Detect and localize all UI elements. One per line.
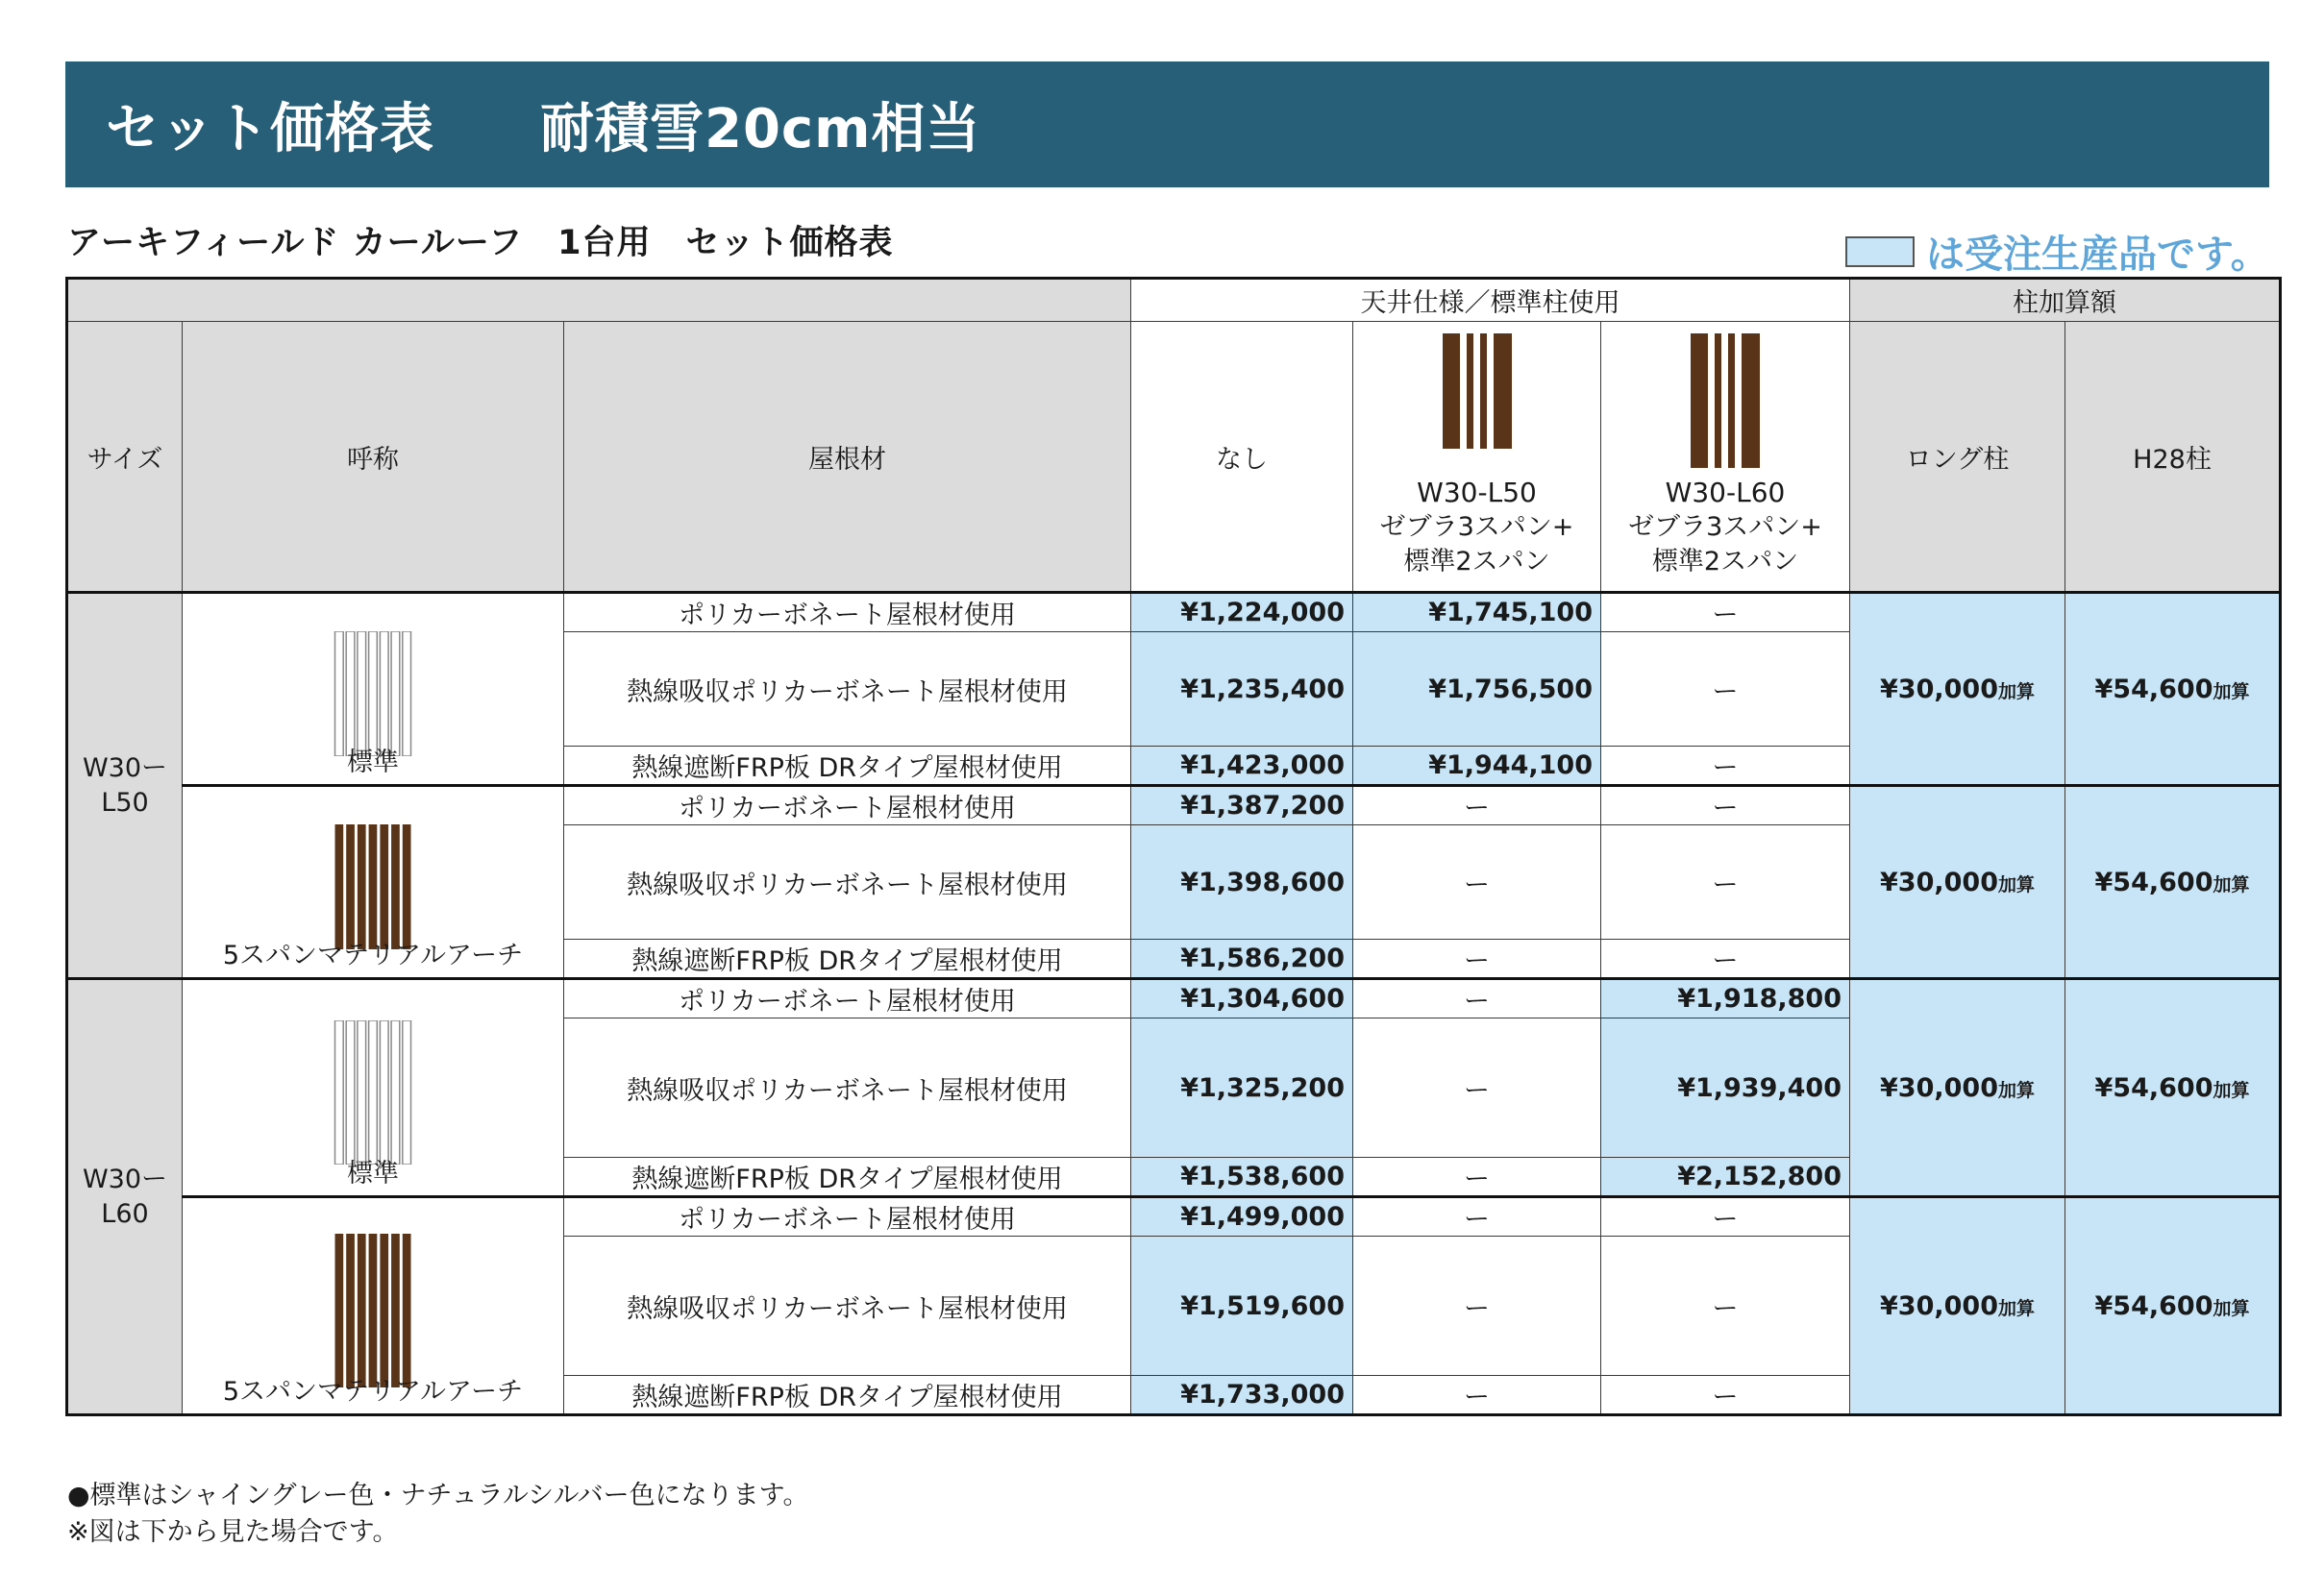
pillar-suffix: 加算 [1997, 1297, 2035, 1319]
table-row [67, 593, 2281, 632]
roof-material-cell: ポリカーボネート屋根材使用 [564, 786, 1131, 825]
roof-material-cell: 熱線吸収ポリカーボネート屋根材使用 [564, 632, 1131, 747]
pillar-amount: ¥30,000 [1880, 1290, 1998, 1321]
header-size: サイズ [67, 322, 183, 593]
title-banner [65, 61, 2269, 187]
pillar-amount: ¥54,600 [2094, 1072, 2213, 1103]
price-opt2-cell: ー [1601, 1197, 1850, 1237]
size-cell: W30ー L50 [67, 593, 183, 979]
roof-style-name: 5スパンマテリアルアーチ [222, 941, 524, 970]
roof-material-cell: 熱線遮断FRP板 DRタイプ屋根材使用 [564, 1158, 1131, 1197]
price-opt1-cell: ¥1,745,100 [1353, 593, 1601, 632]
table-row [67, 1197, 2281, 1237]
pillar-long-addition-cell [1850, 593, 2065, 786]
pillar-h28-addition-cell [2065, 786, 2281, 979]
standard-roof-icon [334, 631, 412, 756]
pillar-h28-addition-cell [2065, 1197, 2281, 1415]
roof-material-cell: 熱線吸収ポリカーボネート屋根材使用 [564, 825, 1131, 940]
header-option-l50 [1353, 322, 1601, 593]
price-opt2-cell: ー [1601, 593, 1850, 632]
opt1-code: W30-L50 [1417, 477, 1537, 508]
legend-swatch [1845, 236, 1915, 267]
roof-material-cell: 熱線遮断FRP板 DRタイプ屋根材使用 [564, 747, 1131, 786]
pillar-suffix: 加算 [1997, 873, 2035, 896]
pillar-amount: ¥54,600 [2094, 674, 2213, 704]
price-opt1-cell: ー [1353, 940, 1601, 979]
opt1-line2: ゼブラ3スパン+ [1379, 512, 1574, 542]
roof-style-name: 5スパンマテリアルアーチ [222, 1377, 524, 1407]
price-opt1-cell: ー [1353, 1158, 1601, 1197]
zebra-roof-l60-icon [1691, 333, 1760, 468]
opt2-line2: ゼブラ3スパン+ [1628, 512, 1822, 542]
pillar-amount: ¥30,000 [1880, 867, 1998, 897]
roof-style-cell [183, 786, 564, 979]
standard-roof-icon [334, 1020, 412, 1165]
price-opt1-cell: ー [1353, 786, 1601, 825]
roof-material-cell: 熱線吸収ポリカーボネート屋根材使用 [564, 1237, 1131, 1376]
price-none-cell: ¥1,586,200 [1131, 940, 1353, 979]
roof-material-cell: 熱線吸収ポリカーボネート屋根材使用 [564, 1018, 1131, 1158]
pillar-amount: ¥54,600 [2094, 867, 2213, 897]
pillar-suffix: 加算 [1997, 1079, 2035, 1101]
price-opt1-cell: ー [1353, 825, 1601, 940]
roof-material-cell: 熱線遮断FRP板 DRタイプ屋根材使用 [564, 1376, 1131, 1415]
price-none-cell: ¥1,235,400 [1131, 632, 1353, 747]
material-arch-roof-icon [334, 1234, 412, 1387]
roof-style-name: 標準 [347, 748, 399, 777]
price-opt2-cell: ー [1601, 1237, 1850, 1376]
price-opt1-cell: ー [1353, 979, 1601, 1018]
price-none-cell: ¥1,224,000 [1131, 593, 1353, 632]
opt1-line3: 標準2スパン [1403, 547, 1550, 577]
size-cell: W30ー L60 [67, 979, 183, 1415]
roof-material-cell: ポリカーボネート屋根材使用 [564, 1197, 1131, 1237]
roof-material-cell: 熱線遮断FRP板 DRタイプ屋根材使用 [564, 940, 1131, 979]
price-opt2-cell: ー [1601, 825, 1850, 940]
roof-style-cell [183, 593, 564, 786]
price-none-cell: ¥1,538,600 [1131, 1158, 1353, 1197]
header-name: 呼称 [183, 322, 564, 593]
price-opt2-cell: ¥1,918,800 [1601, 979, 1850, 1018]
price-none-cell: ¥1,325,200 [1131, 1018, 1353, 1158]
table-subtitle: アーキフィールド カールーフ 1台用 セット価格表 [67, 224, 894, 262]
roof-material-cell: ポリカーボネート屋根材使用 [564, 979, 1131, 1018]
price-table [65, 277, 2282, 1416]
opt2-code: W30-L60 [1665, 477, 1786, 508]
pillar-h28-addition-cell [2065, 979, 2281, 1197]
price-none-cell: ¥1,499,000 [1131, 1197, 1353, 1237]
roof-style-name: 標準 [347, 1159, 399, 1189]
header-blank [67, 279, 1131, 322]
header-long-pillar: ロング柱 [1850, 322, 2065, 593]
price-opt2-cell: ー [1601, 1376, 1850, 1415]
price-opt2-cell: ー [1601, 632, 1850, 747]
header-h28-pillar: H28柱 [2065, 322, 2281, 593]
pillar-suffix: 加算 [1997, 680, 2035, 702]
header-roof: 屋根材 [564, 322, 1131, 593]
price-none-cell: ¥1,304,600 [1131, 979, 1353, 1018]
price-opt2-cell: ー [1601, 940, 1850, 979]
price-opt2-cell: ¥2,152,800 [1601, 1158, 1850, 1197]
header-none: なし [1131, 322, 1353, 593]
price-opt1-cell: ー [1353, 1237, 1601, 1376]
pillar-amount: ¥30,000 [1880, 674, 1998, 704]
price-opt2-cell: ー [1601, 786, 1850, 825]
price-none-cell: ¥1,387,200 [1131, 786, 1353, 825]
price-opt2-cell: ー [1601, 747, 1850, 786]
zebra-roof-l50-icon [1443, 333, 1512, 449]
price-none-cell: ¥1,423,000 [1131, 747, 1353, 786]
price-none-cell: ¥1,733,000 [1131, 1376, 1353, 1415]
header-pillar-group: 柱加算額 [1850, 279, 2281, 322]
pillar-long-addition-cell [1850, 979, 2065, 1197]
price-opt2-cell: ¥1,939,400 [1601, 1018, 1850, 1158]
pillar-long-addition-cell [1850, 1197, 2065, 1415]
note-standard-color: ●標準はシャイングレー色・ナチュラルシルバー色になります。 [67, 1481, 809, 1510]
price-opt1-cell: ー [1353, 1018, 1601, 1158]
roof-style-cell [183, 979, 564, 1197]
price-none-cell: ¥1,519,600 [1131, 1237, 1353, 1376]
pillar-h28-addition-cell [2065, 593, 2281, 786]
roof-style-cell [183, 1197, 564, 1415]
pillar-long-addition-cell [1850, 786, 2065, 979]
banner-snow-load: 耐積雪20cm相当 [540, 97, 981, 160]
price-none-cell: ¥1,398,600 [1131, 825, 1353, 940]
footnotes [67, 1478, 808, 1551]
header-ceiling-group: 天井仕様／標準柱使用 [1131, 279, 1850, 322]
note-view-direction: ※図は下から見た場合です。 [67, 1517, 399, 1547]
pillar-suffix: 加算 [2213, 1079, 2250, 1101]
price-opt1-cell: ー [1353, 1376, 1601, 1415]
price-opt1-cell: ¥1,944,100 [1353, 747, 1601, 786]
opt2-line3: 標準2スパン [1651, 547, 1799, 577]
table-row [67, 979, 2281, 1018]
pillar-suffix: 加算 [2213, 680, 2250, 702]
price-opt1-cell: ー [1353, 1197, 1601, 1237]
legend-text: は受注生産品です。 [1926, 233, 2269, 277]
table-row [67, 786, 2281, 825]
order-made-legend [1845, 224, 2269, 279]
roof-material-cell: ポリカーボネート屋根材使用 [564, 593, 1131, 632]
pillar-suffix: 加算 [2213, 1297, 2250, 1319]
material-arch-roof-icon [334, 824, 412, 949]
price-opt1-cell: ¥1,756,500 [1353, 632, 1601, 747]
pillar-amount: ¥30,000 [1880, 1072, 1998, 1103]
pillar-suffix: 加算 [2213, 873, 2250, 896]
pillar-amount: ¥54,600 [2094, 1290, 2213, 1321]
banner-title: セット価格表 [106, 97, 434, 160]
header-option-l60 [1601, 322, 1850, 593]
